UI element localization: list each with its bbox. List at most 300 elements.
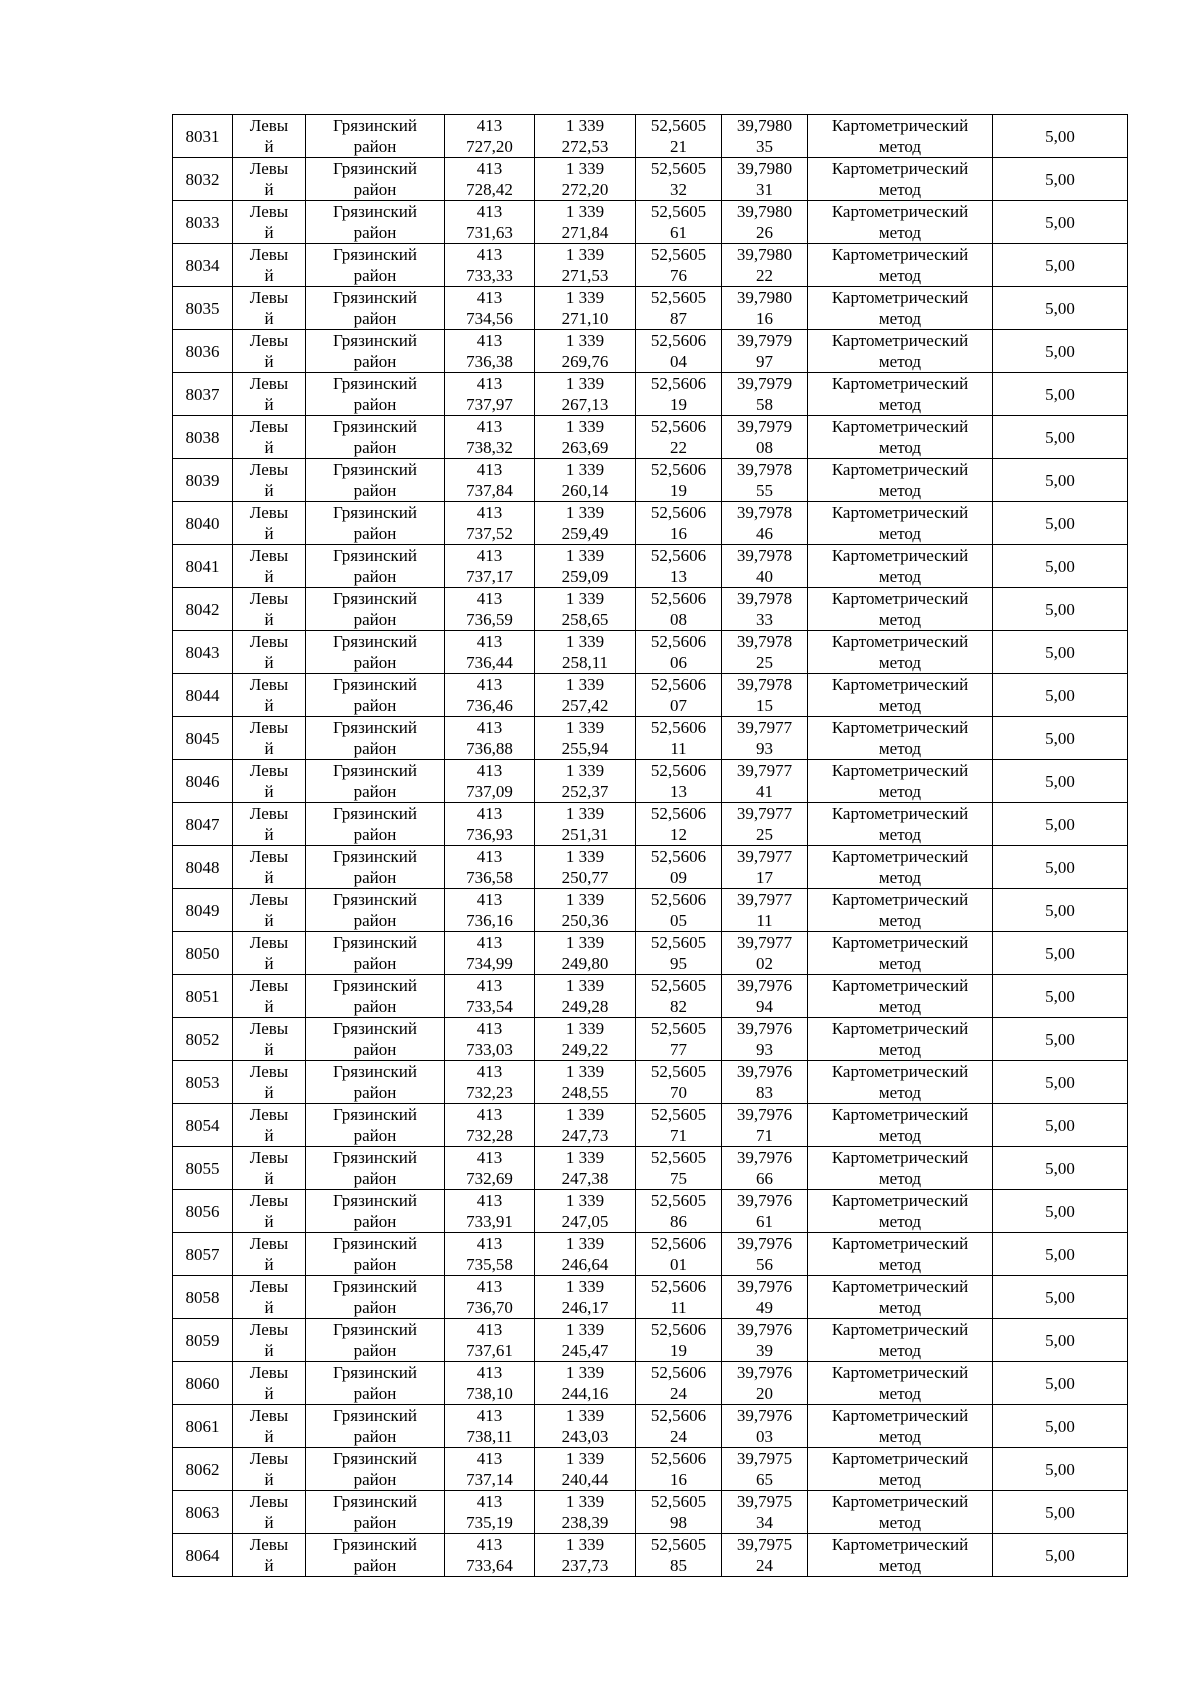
- table-row: [173, 975, 1128, 1018]
- cell-x: 413 728,42: [445, 158, 535, 201]
- cell-num: 8051: [173, 975, 233, 1018]
- cell-lon: 39,7980 16: [722, 287, 808, 330]
- cell-method: Картометрический метод: [808, 244, 993, 287]
- table-row: [173, 1405, 1128, 1448]
- cell-y: 1 339 267,13: [535, 373, 636, 416]
- cell-num: 8046: [173, 760, 233, 803]
- table-body: [173, 115, 1128, 1577]
- table-row: [173, 1276, 1128, 1319]
- cell-num: 8031: [173, 115, 233, 158]
- cell-x: 413 736,46: [445, 674, 535, 717]
- cell-lat: 52,5605 82: [636, 975, 722, 1018]
- cell-num: 8037: [173, 373, 233, 416]
- cell-method: Картометрический метод: [808, 1319, 993, 1362]
- cell-lat: 52,5606 24: [636, 1362, 722, 1405]
- cell-lon: 39,7976 03: [722, 1405, 808, 1448]
- cell-accuracy: 5,00: [993, 1061, 1128, 1104]
- cell-x: 413 732,28: [445, 1104, 535, 1147]
- cell-y: 1 339 238,39: [535, 1491, 636, 1534]
- table-row: [173, 1319, 1128, 1362]
- cell-y: 1 339 263,69: [535, 416, 636, 459]
- cell-lat: 52,5605 76: [636, 244, 722, 287]
- cell-y: 1 339 255,94: [535, 717, 636, 760]
- cell-num: 8061: [173, 1405, 233, 1448]
- cell-method: Картометрический метод: [808, 803, 993, 846]
- cell-lat: 52,5606 06: [636, 631, 722, 674]
- cell-side: Левы й: [233, 717, 306, 760]
- cell-y: 1 339 249,28: [535, 975, 636, 1018]
- cell-district: Грязинский район: [306, 889, 445, 932]
- cell-lat: 52,5605 75: [636, 1147, 722, 1190]
- cell-x: 413 737,14: [445, 1448, 535, 1491]
- cell-num: 8043: [173, 631, 233, 674]
- cell-accuracy: 5,00: [993, 1534, 1128, 1577]
- cell-lon: 39,7978 40: [722, 545, 808, 588]
- cell-accuracy: 5,00: [993, 760, 1128, 803]
- cell-y: 1 339 257,42: [535, 674, 636, 717]
- cell-accuracy: 5,00: [993, 287, 1128, 330]
- cell-lon: 39,7976 83: [722, 1061, 808, 1104]
- cell-x: 413 736,58: [445, 846, 535, 889]
- cell-method: Картометрический метод: [808, 631, 993, 674]
- cell-method: Картометрический метод: [808, 1405, 993, 1448]
- cell-district: Грязинский район: [306, 1147, 445, 1190]
- cell-accuracy: 5,00: [993, 1319, 1128, 1362]
- table-row: [173, 1362, 1128, 1405]
- cell-x: 413 734,99: [445, 932, 535, 975]
- cell-x: 413 736,93: [445, 803, 535, 846]
- cell-lat: 52,5606 07: [636, 674, 722, 717]
- cell-district: Грязинский район: [306, 545, 445, 588]
- table-row: [173, 244, 1128, 287]
- cell-y: 1 339 252,37: [535, 760, 636, 803]
- cell-lon: 39,7977 02: [722, 932, 808, 975]
- cell-district: Грязинский район: [306, 158, 445, 201]
- cell-lon: 39,7977 41: [722, 760, 808, 803]
- cell-x: 413 727,20: [445, 115, 535, 158]
- cell-method: Картометрический метод: [808, 1018, 993, 1061]
- table-row: [173, 158, 1128, 201]
- cell-num: 8039: [173, 459, 233, 502]
- table-row: [173, 717, 1128, 760]
- cell-num: 8044: [173, 674, 233, 717]
- cell-lon: 39,7979 97: [722, 330, 808, 373]
- cell-y: 1 339 271,53: [535, 244, 636, 287]
- cell-side: Левы й: [233, 1147, 306, 1190]
- table-row: [173, 1448, 1128, 1491]
- cell-lon: 39,7976 66: [722, 1147, 808, 1190]
- cell-accuracy: 5,00: [993, 803, 1128, 846]
- cell-lat: 52,5605 32: [636, 158, 722, 201]
- cell-x: 413 734,56: [445, 287, 535, 330]
- cell-num: 8038: [173, 416, 233, 459]
- cell-y: 1 339 249,22: [535, 1018, 636, 1061]
- cell-y: 1 339 247,73: [535, 1104, 636, 1147]
- cell-x: 413 737,09: [445, 760, 535, 803]
- table-row: [173, 373, 1128, 416]
- cell-lon: 39,7976 71: [722, 1104, 808, 1147]
- table-row: [173, 1018, 1128, 1061]
- cell-lon: 39,7979 58: [722, 373, 808, 416]
- cell-num: 8047: [173, 803, 233, 846]
- cell-y: 1 339 259,09: [535, 545, 636, 588]
- cell-x: 413 736,88: [445, 717, 535, 760]
- cell-side: Левы й: [233, 631, 306, 674]
- cell-lat: 52,5606 09: [636, 846, 722, 889]
- cell-lon: 39,7975 34: [722, 1491, 808, 1534]
- cell-lat: 52,5605 71: [636, 1104, 722, 1147]
- cell-lat: 52,5605 86: [636, 1190, 722, 1233]
- cell-accuracy: 5,00: [993, 416, 1128, 459]
- cell-num: 8058: [173, 1276, 233, 1319]
- cell-side: Левы й: [233, 1448, 306, 1491]
- table-row: [173, 760, 1128, 803]
- cell-x: 413 736,38: [445, 330, 535, 373]
- cell-lat: 52,5606 19: [636, 373, 722, 416]
- cell-accuracy: 5,00: [993, 1018, 1128, 1061]
- cell-lon: 39,7980 31: [722, 158, 808, 201]
- cell-lat: 52,5606 22: [636, 416, 722, 459]
- cell-lat: 52,5606 19: [636, 1319, 722, 1362]
- table-row: [173, 115, 1128, 158]
- cell-method: Картометрический метод: [808, 674, 993, 717]
- cell-district: Грязинский район: [306, 459, 445, 502]
- cell-y: 1 339 260,14: [535, 459, 636, 502]
- cell-lon: 39,7978 46: [722, 502, 808, 545]
- cell-num: 8062: [173, 1448, 233, 1491]
- cell-lat: 52,5606 11: [636, 1276, 722, 1319]
- cell-district: Грязинский район: [306, 932, 445, 975]
- cell-x: 413 738,11: [445, 1405, 535, 1448]
- cell-side: Левы й: [233, 373, 306, 416]
- cell-lon: 39,7977 93: [722, 717, 808, 760]
- cell-side: Левы й: [233, 975, 306, 1018]
- cell-y: 1 339 271,10: [535, 287, 636, 330]
- cell-y: 1 339 243,03: [535, 1405, 636, 1448]
- cell-accuracy: 5,00: [993, 545, 1128, 588]
- cell-side: Левы й: [233, 201, 306, 244]
- cell-lat: 52,5606 08: [636, 588, 722, 631]
- cell-x: 413 736,59: [445, 588, 535, 631]
- cell-lat: 52,5606 19: [636, 459, 722, 502]
- cell-district: Грязинский район: [306, 1018, 445, 1061]
- cell-district: Грязинский район: [306, 975, 445, 1018]
- cell-method: Картометрический метод: [808, 1448, 993, 1491]
- cell-y: 1 339 244,16: [535, 1362, 636, 1405]
- cell-accuracy: 5,00: [993, 330, 1128, 373]
- cell-lat: 52,5606 05: [636, 889, 722, 932]
- cell-accuracy: 5,00: [993, 932, 1128, 975]
- cell-method: Картометрический метод: [808, 932, 993, 975]
- table-row: [173, 201, 1128, 244]
- cell-accuracy: 5,00: [993, 1405, 1128, 1448]
- table-row: [173, 588, 1128, 631]
- cell-side: Левы й: [233, 889, 306, 932]
- cell-y: 1 339 250,77: [535, 846, 636, 889]
- table-row: [173, 1190, 1128, 1233]
- cell-district: Грязинский район: [306, 416, 445, 459]
- cell-district: Грязинский район: [306, 588, 445, 631]
- cell-method: Картометрический метод: [808, 459, 993, 502]
- cell-lat: 52,5605 77: [636, 1018, 722, 1061]
- cell-accuracy: 5,00: [993, 975, 1128, 1018]
- cell-num: 8049: [173, 889, 233, 932]
- cell-district: Грязинский район: [306, 330, 445, 373]
- cell-method: Картометрический метод: [808, 502, 993, 545]
- cell-lon: 39,7977 11: [722, 889, 808, 932]
- cell-method: Картометрический метод: [808, 1534, 993, 1577]
- cell-lon: 39,7975 65: [722, 1448, 808, 1491]
- cell-num: 8032: [173, 158, 233, 201]
- cell-method: Картометрический метод: [808, 588, 993, 631]
- cell-y: 1 339 251,31: [535, 803, 636, 846]
- cell-accuracy: 5,00: [993, 846, 1128, 889]
- cell-district: Грязинский район: [306, 244, 445, 287]
- cell-accuracy: 5,00: [993, 1190, 1128, 1233]
- cell-method: Картометрический метод: [808, 846, 993, 889]
- table-row: [173, 889, 1128, 932]
- cell-x: 413 738,10: [445, 1362, 535, 1405]
- cell-x: 413 731,63: [445, 201, 535, 244]
- cell-district: Грязинский район: [306, 1276, 445, 1319]
- cell-district: Грязинский район: [306, 1061, 445, 1104]
- cell-num: 8059: [173, 1319, 233, 1362]
- cell-accuracy: 5,00: [993, 717, 1128, 760]
- table-row: [173, 287, 1128, 330]
- cell-method: Картометрический метод: [808, 1491, 993, 1534]
- cell-x: 413 737,52: [445, 502, 535, 545]
- cell-num: 8040: [173, 502, 233, 545]
- cell-num: 8033: [173, 201, 233, 244]
- cell-district: Грязинский район: [306, 717, 445, 760]
- cell-accuracy: 5,00: [993, 1104, 1128, 1147]
- table-row: [173, 1233, 1128, 1276]
- cell-num: 8035: [173, 287, 233, 330]
- cell-side: Левы й: [233, 1491, 306, 1534]
- cell-y: 1 339 237,73: [535, 1534, 636, 1577]
- cell-method: Картометрический метод: [808, 1104, 993, 1147]
- cell-accuracy: 5,00: [993, 889, 1128, 932]
- cell-lat: 52,5606 16: [636, 502, 722, 545]
- cell-method: Картометрический метод: [808, 1276, 993, 1319]
- table-row: [173, 803, 1128, 846]
- cell-lon: 39,7977 25: [722, 803, 808, 846]
- cell-y: 1 339 271,84: [535, 201, 636, 244]
- cell-lat: 52,5606 24: [636, 1405, 722, 1448]
- cell-side: Левы й: [233, 502, 306, 545]
- cell-y: 1 339 259,49: [535, 502, 636, 545]
- cell-x: 413 733,33: [445, 244, 535, 287]
- cell-lat: 52,5605 95: [636, 932, 722, 975]
- cell-num: 8060: [173, 1362, 233, 1405]
- cell-district: Грязинский район: [306, 803, 445, 846]
- cell-y: 1 339 248,55: [535, 1061, 636, 1104]
- cell-accuracy: 5,00: [993, 1362, 1128, 1405]
- cell-num: 8055: [173, 1147, 233, 1190]
- cell-accuracy: 5,00: [993, 1491, 1128, 1534]
- cell-num: 8041: [173, 545, 233, 588]
- cell-y: 1 339 258,65: [535, 588, 636, 631]
- cell-accuracy: 5,00: [993, 1448, 1128, 1491]
- coordinates-table: [172, 114, 1128, 1577]
- cell-accuracy: 5,00: [993, 1276, 1128, 1319]
- cell-lon: 39,7980 35: [722, 115, 808, 158]
- cell-lon: 39,7978 25: [722, 631, 808, 674]
- cell-lon: 39,7979 08: [722, 416, 808, 459]
- cell-x: 413 732,23: [445, 1061, 535, 1104]
- cell-lat: 52,5605 70: [636, 1061, 722, 1104]
- cell-x: 413 737,61: [445, 1319, 535, 1362]
- cell-x: 413 736,16: [445, 889, 535, 932]
- cell-y: 1 339 269,76: [535, 330, 636, 373]
- cell-accuracy: 5,00: [993, 1233, 1128, 1276]
- cell-method: Картометрический метод: [808, 158, 993, 201]
- cell-district: Грязинский район: [306, 631, 445, 674]
- cell-num: 8056: [173, 1190, 233, 1233]
- cell-side: Левы й: [233, 545, 306, 588]
- table-row: [173, 1534, 1128, 1577]
- cell-accuracy: 5,00: [993, 502, 1128, 545]
- cell-accuracy: 5,00: [993, 201, 1128, 244]
- cell-x: 413 736,44: [445, 631, 535, 674]
- cell-lat: 52,5605 87: [636, 287, 722, 330]
- cell-lon: 39,7980 26: [722, 201, 808, 244]
- cell-side: Левы й: [233, 287, 306, 330]
- cell-num: 8053: [173, 1061, 233, 1104]
- cell-side: Левы й: [233, 1018, 306, 1061]
- cell-side: Левы й: [233, 803, 306, 846]
- cell-side: Левы й: [233, 588, 306, 631]
- cell-lat: 52,5606 12: [636, 803, 722, 846]
- cell-lat: 52,5606 13: [636, 545, 722, 588]
- cell-y: 1 339 240,44: [535, 1448, 636, 1491]
- cell-side: Левы й: [233, 158, 306, 201]
- cell-side: Левы й: [233, 459, 306, 502]
- table-row: [173, 459, 1128, 502]
- cell-method: Картометрический метод: [808, 115, 993, 158]
- cell-x: 413 733,54: [445, 975, 535, 1018]
- cell-side: Левы й: [233, 1362, 306, 1405]
- cell-side: Левы й: [233, 1104, 306, 1147]
- cell-lon: 39,7976 61: [722, 1190, 808, 1233]
- cell-lat: 52,5605 61: [636, 201, 722, 244]
- cell-method: Картометрический метод: [808, 975, 993, 1018]
- cell-lon: 39,7978 55: [722, 459, 808, 502]
- cell-y: 1 339 249,80: [535, 932, 636, 975]
- cell-y: 1 339 272,20: [535, 158, 636, 201]
- cell-side: Левы й: [233, 1190, 306, 1233]
- table-row: [173, 545, 1128, 588]
- cell-side: Левы й: [233, 330, 306, 373]
- cell-lon: 39,7976 20: [722, 1362, 808, 1405]
- table-row: [173, 932, 1128, 975]
- cell-side: Левы й: [233, 1405, 306, 1448]
- table-row: [173, 502, 1128, 545]
- cell-num: 8036: [173, 330, 233, 373]
- cell-accuracy: 5,00: [993, 588, 1128, 631]
- cell-method: Картометрический метод: [808, 1190, 993, 1233]
- cell-lon: 39,7977 17: [722, 846, 808, 889]
- cell-y: 1 339 272,53: [535, 115, 636, 158]
- cell-district: Грязинский район: [306, 760, 445, 803]
- cell-lon: 39,7980 22: [722, 244, 808, 287]
- cell-method: Картометрический метод: [808, 1362, 993, 1405]
- cell-x: 413 738,32: [445, 416, 535, 459]
- table-row: [173, 330, 1128, 373]
- cell-accuracy: 5,00: [993, 674, 1128, 717]
- table-row: [173, 631, 1128, 674]
- cell-district: Грязинский район: [306, 1104, 445, 1147]
- cell-accuracy: 5,00: [993, 631, 1128, 674]
- cell-side: Левы й: [233, 1061, 306, 1104]
- cell-district: Грязинский район: [306, 1190, 445, 1233]
- cell-lat: 52,5606 13: [636, 760, 722, 803]
- cell-lat: 52,5605 21: [636, 115, 722, 158]
- cell-method: Картометрический метод: [808, 201, 993, 244]
- cell-lat: 52,5606 01: [636, 1233, 722, 1276]
- cell-lon: 39,7978 15: [722, 674, 808, 717]
- cell-accuracy: 5,00: [993, 115, 1128, 158]
- cell-district: Грязинский район: [306, 1491, 445, 1534]
- cell-accuracy: 5,00: [993, 158, 1128, 201]
- cell-y: 1 339 250,36: [535, 889, 636, 932]
- cell-num: 8048: [173, 846, 233, 889]
- cell-x: 413 735,19: [445, 1491, 535, 1534]
- cell-num: 8057: [173, 1233, 233, 1276]
- cell-side: Левы й: [233, 1534, 306, 1577]
- cell-accuracy: 5,00: [993, 1147, 1128, 1190]
- cell-district: Грязинский район: [306, 1319, 445, 1362]
- cell-accuracy: 5,00: [993, 373, 1128, 416]
- cell-y: 1 339 247,38: [535, 1147, 636, 1190]
- table-row: [173, 846, 1128, 889]
- cell-district: Грязинский район: [306, 287, 445, 330]
- cell-x: 413 733,64: [445, 1534, 535, 1577]
- cell-method: Картометрический метод: [808, 416, 993, 459]
- cell-x: 413 737,97: [445, 373, 535, 416]
- cell-side: Левы й: [233, 1276, 306, 1319]
- cell-district: Грязинский район: [306, 201, 445, 244]
- cell-method: Картометрический метод: [808, 889, 993, 932]
- cell-y: 1 339 246,17: [535, 1276, 636, 1319]
- cell-method: Картометрический метод: [808, 1061, 993, 1104]
- cell-num: 8063: [173, 1491, 233, 1534]
- cell-method: Картометрический метод: [808, 717, 993, 760]
- cell-method: Картометрический метод: [808, 330, 993, 373]
- cell-method: Картометрический метод: [808, 760, 993, 803]
- cell-num: 8054: [173, 1104, 233, 1147]
- cell-y: 1 339 247,05: [535, 1190, 636, 1233]
- cell-x: 413 732,69: [445, 1147, 535, 1190]
- cell-x: 413 733,03: [445, 1018, 535, 1061]
- cell-district: Грязинский район: [306, 1534, 445, 1577]
- cell-side: Левы й: [233, 244, 306, 287]
- cell-lon: 39,7975 24: [722, 1534, 808, 1577]
- cell-district: Грязинский район: [306, 846, 445, 889]
- cell-district: Грязинский район: [306, 115, 445, 158]
- cell-accuracy: 5,00: [993, 244, 1128, 287]
- cell-side: Левы й: [233, 846, 306, 889]
- cell-side: Левы й: [233, 674, 306, 717]
- cell-lon: 39,7976 93: [722, 1018, 808, 1061]
- cell-method: Картометрический метод: [808, 1233, 993, 1276]
- cell-district: Грязинский район: [306, 1405, 445, 1448]
- cell-y: 1 339 246,64: [535, 1233, 636, 1276]
- table-row: [173, 1147, 1128, 1190]
- cell-num: 8045: [173, 717, 233, 760]
- cell-lat: 52,5606 11: [636, 717, 722, 760]
- table-row: [173, 1104, 1128, 1147]
